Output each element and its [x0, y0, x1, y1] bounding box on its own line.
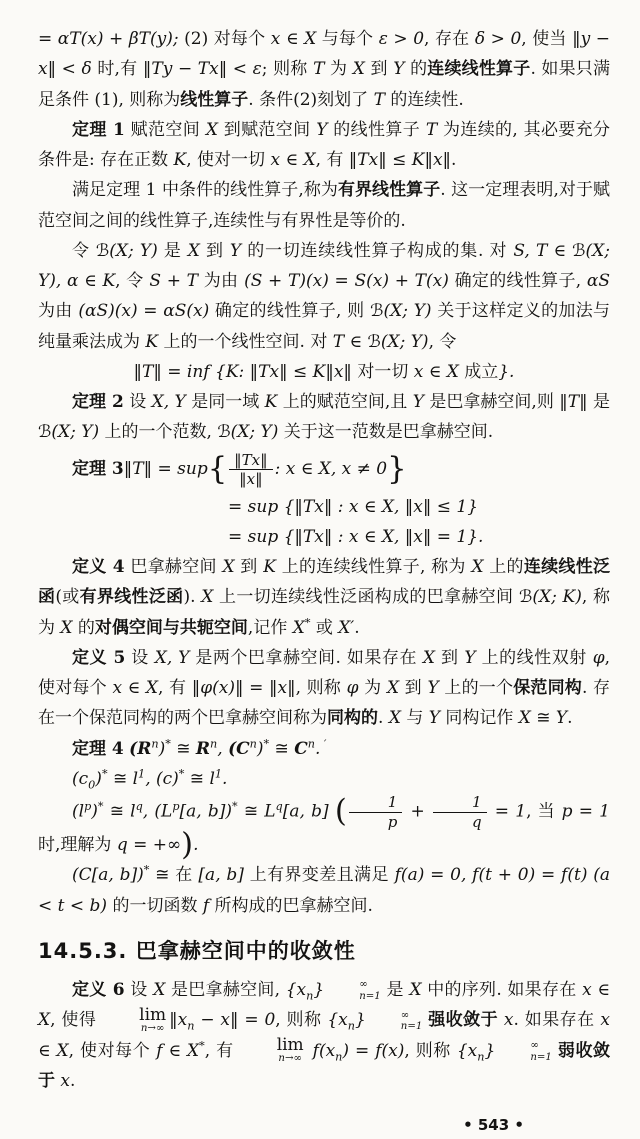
text-run: X	[422, 647, 436, 668]
text-run: 到	[199, 240, 230, 261]
text-run: , 称为	[38, 587, 610, 638]
text-run: 弱收敛于	[38, 1040, 611, 1091]
text-run: *	[143, 863, 150, 877]
text-run: ‖Ty − Tx‖ < ε	[142, 59, 262, 80]
sup-sub-stack: ∞ n=1	[359, 979, 381, 1003]
text-run: x	[503, 1010, 514, 1031]
text-run: Y	[427, 678, 439, 698]
text-run: X	[60, 617, 73, 638]
text-run: − x‖ = 0	[194, 1010, 276, 1031]
text-run: 定义 5	[72, 647, 126, 668]
theorem-3: 定理 3 ‖T‖ = sup { $\frac{‖Tx‖}{‖x‖}$ : x ∈ X, x ≠ 0 }	[72, 450, 407, 488]
text-run: . 条件(2)刻划了	[248, 89, 374, 110]
text-run: 为由	[198, 271, 245, 291]
text-run: ′	[320, 736, 327, 750]
text-run: 的	[72, 617, 95, 638]
text-run: x ∈ X	[270, 150, 316, 170]
text-run: X, Y	[151, 392, 186, 412]
definition-6	[38, 975, 610, 1096]
text-run: 赋范空间	[124, 119, 206, 140]
text-run: )	[181, 827, 194, 863]
text-run: 14.5.3. 巴拿赫空间中的收敛性	[38, 938, 356, 963]
text-run: (R	[129, 738, 152, 759]
definition-4	[38, 552, 610, 643]
text-run: 成立	[458, 361, 499, 382]
text-run: ≅ l	[107, 768, 139, 789]
text-run: (或	[55, 587, 80, 608]
text-run: 是	[587, 392, 611, 412]
text-run: T	[425, 119, 438, 140]
text-run: p	[172, 799, 180, 813]
text-run: p	[84, 799, 92, 813]
text-run: .	[354, 617, 360, 638]
text-run: 到赋范空间	[217, 119, 317, 140]
text-run: q	[275, 799, 283, 813]
text-run: (2) 对每个	[178, 29, 271, 49]
text-run: 有界线性泛函	[79, 587, 184, 608]
text-run: , 有	[315, 150, 349, 170]
text-run: = αT(x) + βT(y);	[38, 29, 179, 49]
fraction: $\frac{1}{p}$	[349, 794, 403, 830]
text-run: Y	[229, 240, 242, 261]
text-run: ‖Tx‖ ≤ K‖x‖	[348, 150, 452, 170]
text-run: 所构成的巴拿赫空间.	[209, 895, 373, 916]
text-run: *	[165, 736, 171, 750]
text-run: 是	[380, 980, 410, 1001]
text-run: X	[292, 617, 305, 638]
limit-operator: lim n→∞	[276, 1035, 304, 1065]
text-run: 为由	[38, 301, 79, 322]
equation-sup-le-1	[38, 492, 610, 522]
text-run: 连续线性泛函	[38, 557, 611, 608]
text-run: 有界线性算子	[337, 180, 441, 201]
text-run: ℬ(X; Y)	[217, 422, 279, 443]
text-run: q	[135, 799, 143, 813]
text-run: *	[97, 799, 104, 813]
text-run: 巴拿赫空间	[124, 557, 223, 577]
text-run: 时,理解为	[38, 835, 117, 855]
text-run: Y	[393, 59, 405, 80]
text-run: 设	[124, 980, 154, 1001]
text-run: , (c)	[145, 768, 179, 789]
dual-c0-c	[38, 764, 610, 794]
limit-operator: lim n→∞	[139, 1005, 167, 1035]
text-run: ℬ(X; Y)	[370, 301, 432, 322]
text-run: n	[210, 736, 218, 750]
text-run: . 如果存在	[513, 1010, 601, 1031]
text-run: {x	[285, 980, 307, 1001]
text-run: . 存在一个保范同构的两个巴拿赫空间称为	[38, 678, 611, 729]
text-run: 上的一个	[438, 678, 514, 698]
text-run: 满足定理 1 中条件的线性算子,称为	[72, 180, 338, 201]
text-run: 对一切	[351, 361, 414, 382]
text-run: .	[314, 738, 321, 759]
text-run: {x	[456, 1040, 478, 1061]
text-run: 0	[88, 778, 96, 792]
text-run: T ∈ ℬ(X; Y)	[332, 331, 429, 352]
text-run: R	[195, 738, 211, 759]
text-run: ‖φ(x)‖ = ‖x‖	[191, 678, 296, 698]
text-run: }	[354, 1010, 366, 1031]
text-run: 到	[234, 557, 264, 577]
text-run: }	[313, 980, 325, 1001]
text-run: , 则称	[404, 1040, 457, 1061]
fraction: $\frac{‖Tx‖}{‖x‖}$	[229, 452, 272, 488]
text-run: 同构记作	[439, 708, 519, 729]
text-run: 强收敛于	[428, 1010, 499, 1031]
text-run: [a, b]	[282, 801, 335, 822]
text-run: 上的一个线性空间. 对	[158, 331, 333, 352]
text-run: n	[477, 1049, 485, 1063]
text-run: 为	[358, 678, 387, 698]
text-run: ; 则称	[261, 59, 314, 80]
text-run: 是两个巴拿赫空间. 如果存在	[189, 647, 423, 668]
text-run: }	[484, 1040, 496, 1061]
text-run: 为连续的, 其必要充分条件是: 存在正数	[38, 119, 611, 170]
text-run: 上的线性双射	[475, 647, 593, 668]
text-run: Y	[428, 708, 440, 729]
text-run: 在	[175, 865, 199, 886]
text-run: X′	[338, 617, 355, 638]
text-run: [a, b])	[179, 801, 233, 822]
text-run: K	[264, 392, 278, 412]
text-run: , 有	[157, 678, 192, 698]
text-run: X	[388, 708, 401, 729]
text-run: *	[178, 767, 185, 781]
text-run: 确定的线性算子, 则	[209, 301, 371, 322]
text-run: 中的序列. 如果存在	[421, 980, 583, 1001]
text-run: ℬ(X; Y)	[38, 422, 100, 443]
text-run: S, T ∈ ℬ(X; Y), α ∈ K	[38, 240, 611, 291]
paragraph-bounded-operator	[38, 175, 610, 236]
text-run: , 使对每个	[68, 1040, 157, 1061]
sup-sub-stack: ∞ n=1	[400, 1009, 423, 1033]
text-run: 设	[125, 647, 155, 668]
text-run: 连续线性算子	[427, 59, 531, 80]
text-run: K	[145, 331, 159, 352]
text-run: *	[232, 799, 238, 813]
text-run: 定义 6	[72, 980, 125, 1001]
text-run: 的一切函数	[107, 895, 203, 916]
text-run: , 使对每个	[38, 647, 610, 698]
text-run: , 令	[428, 331, 457, 352]
text-run: ‖T‖ = sup	[123, 459, 208, 480]
text-run: 确定的线性算子,	[448, 271, 587, 291]
text-run: C	[294, 738, 308, 759]
text-run: .	[70, 1070, 76, 1091]
text-run: S + T	[149, 271, 198, 291]
text-run: , 使得	[50, 1010, 103, 1031]
text-run: n	[307, 736, 315, 750]
text-run: n	[347, 1019, 355, 1033]
text-run: n	[151, 736, 159, 750]
text-run: *	[304, 615, 311, 629]
text-run: 是巴拿赫空间,	[165, 980, 286, 1001]
text-run: ,	[217, 738, 229, 759]
section-heading	[38, 937, 610, 965]
theorem-4	[38, 734, 610, 764]
text-run: . 这一定理表明,对于赋范空间之间的线性算子,连续性与有界性是等价的.	[38, 180, 611, 231]
text-run: 关于这样定义的加法与纯量乘法成为	[38, 301, 610, 352]
text-run: 到	[399, 678, 428, 698]
text-run: (C[a, b])	[72, 865, 144, 886]
text-run: X	[471, 557, 484, 577]
text-run: X, Y	[154, 647, 190, 668]
text-run: X	[386, 678, 400, 698]
text-run: K	[173, 150, 187, 170]
text-run: 1	[214, 767, 223, 781]
text-run: Y	[412, 392, 424, 412]
text-run: 上的	[483, 557, 524, 577]
text-run: 是同一域	[185, 392, 265, 412]
text-run: 到	[435, 647, 465, 668]
text-run: . 如果只满足条件 (1), 则称为	[38, 59, 610, 110]
text-run: T	[373, 89, 385, 110]
text-run: = sup {‖Tx‖ : x ∈ X, ‖x‖ ≤ 1}	[228, 496, 479, 517]
text-run: q = +∞	[116, 835, 182, 855]
text-run: X	[187, 240, 200, 261]
text-run: f(x	[306, 1040, 336, 1061]
text-run: , 当	[526, 801, 562, 822]
paragraph-operator-continuity	[38, 24, 610, 115]
text-run: *	[263, 736, 270, 750]
text-run: n	[187, 1019, 195, 1033]
equation-operator-norm-inf	[38, 357, 610, 387]
text-run: ≅	[170, 738, 196, 759]
text-run: , 使当	[521, 29, 573, 49]
text-run: n	[306, 989, 314, 1003]
text-run: .	[378, 708, 389, 729]
text-run: 线性算子	[180, 89, 249, 110]
text-run: 上的一个范数,	[99, 422, 218, 443]
text-run: 与	[400, 708, 429, 729]
text-run: 定理 2	[72, 392, 124, 412]
text-run: 定义 4	[72, 557, 125, 577]
text-run: 与每个	[316, 29, 379, 49]
text-run: ‖x	[169, 1010, 188, 1031]
text-run: x ∈ X	[112, 678, 158, 698]
text-run: (αS)(x) = αS(x)	[78, 301, 210, 322]
text-run: ≅ l	[103, 801, 136, 822]
text-run: (l	[72, 801, 85, 822]
text-run: .	[193, 835, 199, 855]
theorem-2	[38, 387, 610, 448]
text-run: f	[202, 895, 210, 916]
text-run: ≅	[269, 738, 295, 759]
text-run: X	[201, 587, 214, 608]
definition-5	[38, 643, 610, 734]
text-run: ) = f(x)	[342, 1040, 405, 1061]
text-run: 的一切连续线性算子构成的集. 对	[241, 240, 514, 261]
text-run: 或	[310, 617, 339, 638]
text-run: 保范同构	[513, 678, 583, 698]
text-run: [a, b]	[198, 865, 244, 886]
text-run: 为	[324, 59, 353, 80]
text-run: 的	[404, 59, 428, 80]
text-run: δ > 0	[474, 29, 522, 49]
text-run: 上的连续线性算子, 称为	[276, 557, 472, 577]
text-run: Y	[464, 647, 476, 668]
text-run: )	[158, 738, 166, 759]
text-run: 的线性算子	[327, 119, 426, 140]
text-run: x ∈ X	[38, 1010, 611, 1061]
text-run: 的连续性.	[384, 89, 464, 110]
text-run: , 存在	[424, 29, 475, 49]
text-run: ℬ(X; Y)	[95, 240, 158, 261]
text-run: x	[60, 1070, 70, 1091]
text-run: )	[91, 801, 98, 822]
text-run: = sup {‖Tx‖ : x ∈ X, ‖x‖ = 1}.	[228, 526, 484, 547]
text-run: x ∈ X	[38, 980, 611, 1031]
text-run: , 则称	[275, 1010, 328, 1031]
text-run: n	[249, 736, 257, 750]
text-run: ,记作	[247, 617, 293, 638]
page-number: • 543 •	[463, 1116, 524, 1135]
text-run: 到	[364, 59, 394, 80]
text-run: X	[352, 59, 365, 80]
text-run: ≅ L	[237, 801, 276, 822]
text-run: , 使对一切	[186, 150, 271, 170]
text-run: : x ∈ X, x ≠ 0	[274, 459, 388, 480]
text-run: K	[263, 557, 276, 577]
text-run: ℬ(X; K)	[518, 587, 582, 608]
text-run: ‖T‖ = inf {K: ‖Tx‖ ≤ K‖x‖	[133, 361, 352, 382]
text-run: , (L	[142, 801, 173, 822]
text-run: αS	[586, 271, 611, 291]
text-run: 对偶空间与共轭空间	[94, 617, 248, 638]
text-run: X ≅ Y	[518, 708, 568, 729]
text-run: ‖T‖	[559, 392, 588, 412]
paragraph-operator-space	[38, 236, 610, 357]
text-run: (C	[228, 738, 250, 759]
text-run: φ	[346, 678, 359, 698]
text-run: (	[334, 794, 347, 829]
text-run: 定理 1	[72, 119, 125, 140]
text-run: X	[205, 119, 218, 140]
text-run: 时,有	[91, 59, 143, 80]
text-run: f ∈ X	[156, 1040, 200, 1061]
text-run: (S + T)(x) = S(x) + T(x)	[244, 271, 449, 291]
text-run: 上一切连续线性泛函构成的巴拿赫空间	[213, 587, 519, 608]
text-run: = 1	[488, 801, 527, 822]
text-run: , 则称	[295, 678, 347, 698]
text-run: T	[313, 59, 325, 80]
text-run: .	[567, 708, 573, 729]
text-run: .	[222, 768, 228, 789]
dual-lp-Lp	[38, 793, 610, 863]
text-run: .	[451, 150, 457, 170]
text-run: +	[404, 801, 431, 822]
text-run: )	[256, 738, 264, 759]
text-run: 上的赋范空间,且	[277, 392, 413, 412]
text-run: }.	[498, 361, 515, 382]
text-run: X	[153, 980, 166, 1001]
text-run: x ∈ X	[270, 29, 317, 49]
text-run: 是	[157, 240, 188, 261]
text-run: Y	[316, 119, 328, 140]
text-run: 关于这一范数是巴拿赫空间.	[278, 422, 494, 443]
dual-C-ab	[38, 860, 610, 921]
text-run: n	[335, 1049, 343, 1063]
text-run: f(a) = 0, f(t + 0) = f(t) (a < t < b)	[38, 865, 611, 916]
text-run: ≅ l	[184, 768, 215, 789]
text-run: ε > 0	[378, 29, 425, 49]
text-run: {x	[327, 1010, 348, 1031]
text-run: 令	[72, 240, 96, 261]
theorem-1	[38, 115, 610, 176]
doc-content	[38, 24, 610, 1096]
text-run: 1	[138, 767, 146, 781]
text-run: *	[199, 1038, 205, 1052]
text-run: ).	[183, 587, 202, 608]
text-run: 设	[123, 392, 152, 412]
text-run: φ	[592, 647, 605, 668]
text-run: X	[409, 980, 422, 1001]
text-run: (c	[72, 768, 89, 789]
text-run: ‖y − x‖ < δ	[38, 29, 610, 80]
fraction: $\frac{1}{q}$	[433, 794, 487, 830]
text-run: *	[101, 767, 108, 781]
text-run: 同构的	[327, 708, 378, 729]
text-run: 是巴拿赫空间,则	[423, 392, 560, 412]
text-run: 上有界变差且满足	[243, 865, 395, 886]
text-run: , 令	[115, 271, 150, 291]
text-run: 定理 4	[72, 738, 124, 759]
text-run: ≅	[149, 865, 176, 886]
text-run: , 有	[204, 1040, 240, 1061]
text-run: 定理 3	[72, 459, 124, 480]
text-run: )	[95, 768, 102, 789]
text-run: x ∈ X	[413, 361, 459, 382]
text-run: p = 1	[561, 801, 610, 822]
equation-sup-eq-1	[38, 522, 610, 552]
text-run: X	[222, 557, 235, 577]
sup-sub-stack: ∞ n=1	[530, 1039, 552, 1063]
